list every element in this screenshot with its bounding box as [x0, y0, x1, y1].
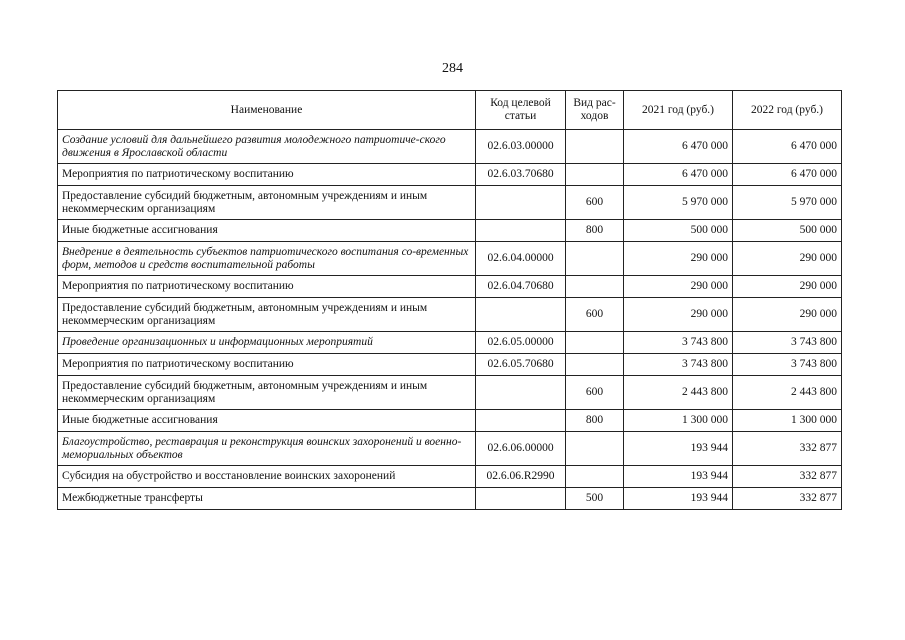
- row-value-2021: 1 300 000: [624, 410, 733, 432]
- table-row: [58, 410, 842, 432]
- table-row: [58, 164, 842, 186]
- row-value-2022: 6 470 000: [733, 130, 842, 164]
- row-expense-type: [566, 354, 624, 376]
- row-value-2022: 3 743 800: [733, 354, 842, 376]
- table-row: [58, 466, 842, 488]
- row-value-2021: 193 944: [624, 488, 733, 510]
- row-code: 02.6.04.00000: [476, 242, 566, 276]
- row-value-2022: 2 443 800: [733, 376, 842, 410]
- row-value-2021: 290 000: [624, 298, 733, 332]
- row-expense-type: 600: [566, 298, 624, 332]
- row-name: Мероприятия по патриотическому воспитанию: [58, 276, 476, 298]
- row-expense-type: [566, 432, 624, 466]
- row-expense-type: 600: [566, 376, 624, 410]
- header-expense-type: Вид рас-ходов: [566, 91, 624, 130]
- row-name: Субсидия на обустройство и восстановление воинских захоронений: [58, 466, 476, 488]
- row-value-2022: 1 300 000: [733, 410, 842, 432]
- row-expense-type: 500: [566, 488, 624, 510]
- row-value-2021: 2 443 800: [624, 376, 733, 410]
- row-name: Проведение организационных и информационных мероприятий: [58, 332, 476, 354]
- row-code: [476, 186, 566, 220]
- row-expense-type: [566, 130, 624, 164]
- row-value-2022: 3 743 800: [733, 332, 842, 354]
- row-code: 02.6.06.R2990: [476, 466, 566, 488]
- table-row: [58, 276, 842, 298]
- row-name: Мероприятия по патриотическому воспитанию: [58, 354, 476, 376]
- row-code: 02.6.06.00000: [476, 432, 566, 466]
- row-value-2022: 500 000: [733, 220, 842, 242]
- row-name: Предоставление субсидий бюджетным, автономным учреждениям и иным некоммерческим организациям: [58, 186, 476, 220]
- row-value-2022: 290 000: [733, 276, 842, 298]
- row-value-2021: 193 944: [624, 466, 733, 488]
- row-value-2022: 332 877: [733, 488, 842, 510]
- table-row: [58, 130, 842, 164]
- table-body: [58, 130, 842, 510]
- row-value-2021: 500 000: [624, 220, 733, 242]
- table-row: [58, 242, 842, 276]
- row-value-2021: 6 470 000: [624, 130, 733, 164]
- row-code: 02.6.03.00000: [476, 130, 566, 164]
- row-value-2022: 5 970 000: [733, 186, 842, 220]
- row-value-2021: 6 470 000: [624, 164, 733, 186]
- row-expense-type: [566, 242, 624, 276]
- row-name: Мероприятия по патриотическому воспитанию: [58, 164, 476, 186]
- row-expense-type: [566, 276, 624, 298]
- header-code: Код целевой статьи: [476, 91, 566, 130]
- row-code: [476, 298, 566, 332]
- page-number: 284: [442, 61, 463, 76]
- row-code: [476, 410, 566, 432]
- row-expense-type: [566, 466, 624, 488]
- row-expense-type: [566, 164, 624, 186]
- table-row: [58, 432, 842, 466]
- header-name: Наименование: [58, 91, 476, 130]
- row-code: [476, 488, 566, 510]
- row-code: 02.6.04.70680: [476, 276, 566, 298]
- row-value-2021: 290 000: [624, 242, 733, 276]
- row-code: [476, 220, 566, 242]
- table-row: [58, 186, 842, 220]
- table-row: [58, 332, 842, 354]
- row-name: Благоустройство, реставрация и реконструкция воинских захоронений и военно-мемориальных объектов: [58, 432, 476, 466]
- table-header-row: [58, 91, 842, 130]
- row-name: Внедрение в деятельность субъектов патриотического воспитания со-временных форм, методов и средств воспитательной работы: [58, 242, 476, 276]
- row-expense-type: [566, 332, 624, 354]
- row-expense-type: 800: [566, 410, 624, 432]
- row-value-2021: 3 743 800: [624, 354, 733, 376]
- row-expense-type: 600: [566, 186, 624, 220]
- table-row: [58, 376, 842, 410]
- row-value-2021: 3 743 800: [624, 332, 733, 354]
- row-value-2022: 290 000: [733, 298, 842, 332]
- row-name: Межбюджетные трансферты: [58, 488, 476, 510]
- row-value-2022: 290 000: [733, 242, 842, 276]
- table-row: [58, 488, 842, 510]
- table-row: [58, 220, 842, 242]
- row-expense-type: 800: [566, 220, 624, 242]
- row-name: Иные бюджетные ассигнования: [58, 220, 476, 242]
- table-row: [58, 298, 842, 332]
- row-name: Создание условий для дальнейшего развития молодежного патриотиче-ского движения в Ярославской области: [58, 130, 476, 164]
- row-code: [476, 376, 566, 410]
- row-value-2021: 5 970 000: [624, 186, 733, 220]
- row-value-2022: 6 470 000: [733, 164, 842, 186]
- row-code: 02.6.05.70680: [476, 354, 566, 376]
- header-2022: 2022 год (руб.): [733, 91, 842, 130]
- row-code: 02.6.05.00000: [476, 332, 566, 354]
- row-name: Предоставление субсидий бюджетным, автономным учреждениям и иным некоммерческим организациям: [58, 376, 476, 410]
- row-value-2022: 332 877: [733, 466, 842, 488]
- row-value-2021: 193 944: [624, 432, 733, 466]
- row-code: 02.6.03.70680: [476, 164, 566, 186]
- row-name: Предоставление субсидий бюджетным, автономным учреждениям и иным некоммерческим организациям: [58, 298, 476, 332]
- table-row: [58, 354, 842, 376]
- budget-table: [57, 90, 842, 510]
- header-2021: 2021 год (руб.): [624, 91, 733, 130]
- row-value-2022: 332 877: [733, 432, 842, 466]
- row-name: Иные бюджетные ассигнования: [58, 410, 476, 432]
- row-value-2021: 290 000: [624, 276, 733, 298]
